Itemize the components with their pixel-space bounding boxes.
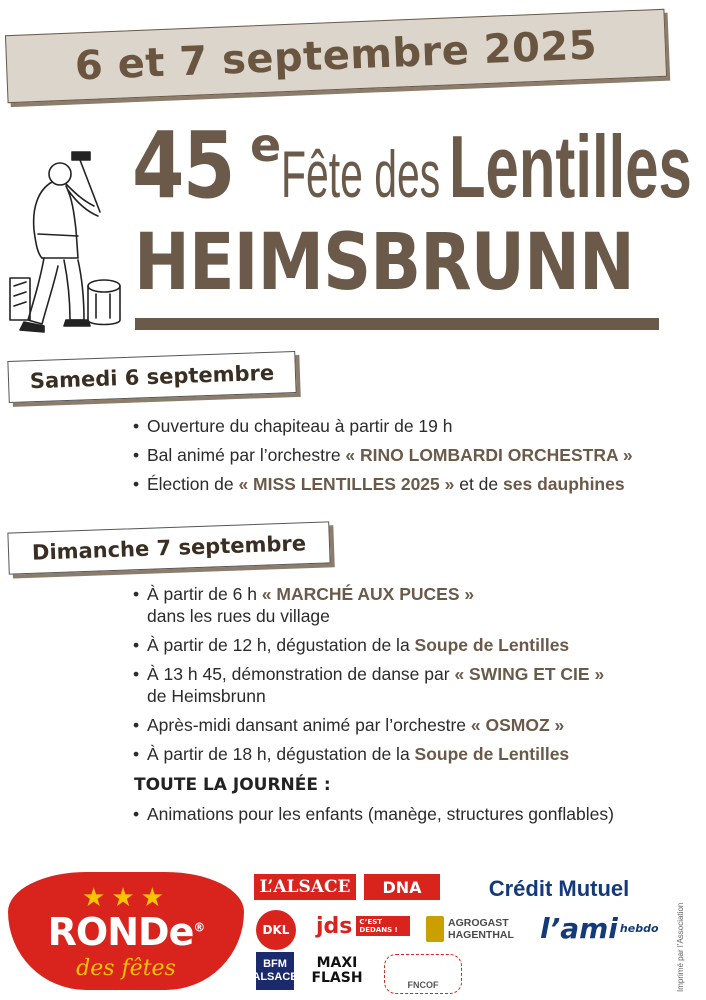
- item-continuation: dans les rues du village: [147, 606, 330, 626]
- woodcutter-illustration: [8, 150, 126, 335]
- title-lentilles: Lentilles: [449, 117, 692, 216]
- edition-superscript: e: [250, 118, 282, 172]
- agrogast-text: AGROGAST: [448, 917, 509, 929]
- dna-logo: DNA: [364, 874, 440, 900]
- saturday-banner: [7, 351, 296, 403]
- list-item: [133, 580, 604, 627]
- item-highlight: ses dauphines: [503, 474, 625, 494]
- ami-subtext: hebdo: [619, 921, 659, 935]
- title-underline: [135, 318, 659, 330]
- item-highlight: « RINO LOMBARDI ORCHESTRA »: [345, 445, 633, 465]
- saturday-heading: Samedi 6 septembre: [29, 360, 275, 394]
- town-name-text: HEIMSBRUNN: [134, 218, 635, 308]
- ami-text: l’ami: [540, 911, 618, 945]
- item-text: Animations pour les enfants (manège, structures gonflables): [147, 804, 614, 824]
- sponsor-logos: [0, 862, 706, 1000]
- list-item: [133, 711, 604, 740]
- event-title: [132, 112, 692, 222]
- star-icon: ★★★: [82, 882, 170, 912]
- item-highlight: « SWING ET CIE »: [454, 664, 605, 684]
- lalsace-logo: L’ALSACE: [254, 874, 356, 900]
- jds-tagline: C’EST DEDANS !: [356, 916, 410, 936]
- sunday-program: [133, 580, 604, 769]
- item-text: Après-midi dansant animé par l’orchestre: [147, 715, 471, 735]
- bfm-alsace-logo: [252, 952, 298, 990]
- list-item: [133, 470, 633, 499]
- list-item: [133, 441, 633, 470]
- item-text: À partir de 18 h, dégustation de la: [147, 744, 415, 764]
- lami-hebdo-logo: [540, 908, 660, 948]
- item-highlight: « MISS LENTILLES 2025 »: [238, 474, 455, 494]
- list-item: [133, 740, 604, 769]
- title-fete: Fête des: [281, 137, 441, 211]
- item-text: Ouverture du chapiteau à partir de 19 h: [147, 416, 453, 436]
- item-text: Élection de: [147, 474, 239, 494]
- bfm-text: BFM: [263, 958, 287, 970]
- item-text: À partir de 6 h: [147, 584, 262, 604]
- fncof-logo: FNCOF: [384, 954, 462, 994]
- imprint-note: Imprimé par l’Association: [676, 902, 685, 992]
- sunday-banner: [7, 521, 330, 574]
- bfm-subtext: ALSACE: [252, 971, 298, 983]
- jds-text: jds: [316, 913, 353, 939]
- agrogast-subtext: HAGENTHAL: [448, 929, 514, 941]
- maxi-flash-logo: [311, 952, 363, 990]
- saturday-program: [133, 412, 633, 499]
- ronde-name-text: RONDe: [47, 910, 194, 954]
- town-name: [134, 218, 664, 308]
- edition-number: 45: [132, 112, 234, 219]
- sunday-heading: Dimanche 7 septembre: [31, 531, 307, 565]
- list-item: [133, 631, 604, 660]
- registered-mark: ®: [193, 920, 205, 935]
- item-text: À 13 h 45, démonstration de danse par: [147, 664, 455, 684]
- list-item: [133, 660, 604, 707]
- all-day-program: [133, 800, 614, 829]
- ronde-des-fetes-logo: [8, 872, 244, 990]
- list-item: [133, 412, 633, 441]
- event-dates: 6 et 7 septembre 2025: [74, 22, 598, 90]
- item-highlight: « MARCHÉ AUX PUCES »: [261, 584, 475, 604]
- list-item: [133, 800, 614, 829]
- maxi-text: MAXI: [316, 955, 358, 971]
- flash-text: FLASH: [311, 970, 363, 986]
- item-text: À partir de 12 h, dégustation de la: [147, 635, 415, 655]
- ronde-subtitle: des fêtes: [76, 956, 176, 981]
- date-banner: [5, 9, 667, 103]
- item-continuation: de Heimsbrunn: [147, 686, 266, 706]
- all-day-heading: TOUTE LA JOURNÉE :: [134, 775, 331, 795]
- item-text: et de: [454, 474, 504, 494]
- jds-logo: [316, 910, 410, 942]
- credit-mutuel-logo: Crédit Mutuel: [488, 876, 630, 901]
- dkl-logo: DKL: [256, 910, 296, 950]
- item-text: Bal animé par l’orchestre: [147, 445, 346, 465]
- item-highlight: « OSMOZ »: [470, 715, 565, 735]
- agrogast-logo: [426, 912, 536, 946]
- item-highlight: Soupe de Lentilles: [414, 744, 570, 764]
- item-highlight: Soupe de Lentilles: [414, 635, 570, 655]
- ronde-name: [8, 910, 244, 954]
